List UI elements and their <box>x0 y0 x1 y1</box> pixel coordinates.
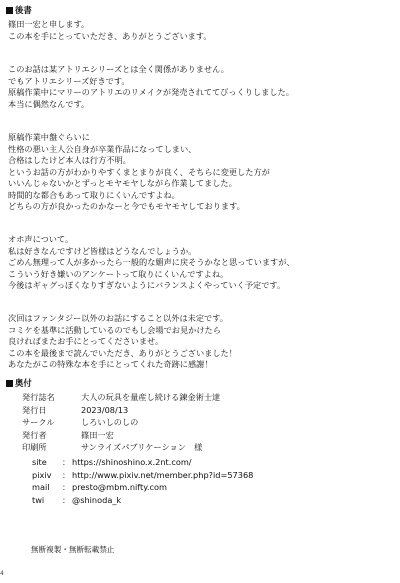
text-line: あなたがこの特殊な本を手にとってくれた奇跡に感謝！ <box>8 359 213 370</box>
text-line: この本を手にとっていただき、ありがとうございます。 <box>8 30 212 41</box>
link-key: mail <box>32 482 50 493</box>
mail-link[interactable]: presto@mbm.nifty.com <box>72 482 168 493</box>
colophon-row <box>22 441 332 454</box>
colophon-row <box>22 416 332 429</box>
colophon-value: 篠田一宏 <box>81 429 114 440</box>
colophon-key: 発行誌名 <box>22 392 55 402</box>
twitter-link[interactable]: @shinoda_k <box>72 494 122 505</box>
link-row <box>32 456 362 469</box>
heading-square-icon <box>6 7 13 14</box>
afterword-paragraph-1 <box>8 19 396 42</box>
colophon-heading-text: 奥付 <box>15 378 32 388</box>
text-line: 時間的な都合もあって取りにくいんですよね。 <box>8 189 180 200</box>
colophon-key: サークル <box>22 417 55 427</box>
link-row <box>32 494 362 507</box>
colophon-row <box>22 404 332 417</box>
text-line: 今後はギャグっぽくなりすぎないようにバランスよくやっていく予定です。 <box>8 280 286 291</box>
text-line: 本当に偶然なんです。 <box>8 98 90 109</box>
colophon-key: 印刷所 <box>22 442 47 452</box>
afterword-paragraph-4 <box>8 234 396 292</box>
text-line: 次回はファンタジー以外のお話にすること以外は未定です。 <box>8 313 228 323</box>
colophon-row <box>22 391 332 404</box>
afterword-paragraph-3 <box>8 132 396 213</box>
link-row <box>32 481 362 494</box>
contact-links <box>32 456 362 506</box>
link-separator: ： <box>62 457 71 467</box>
link-key: site <box>32 457 47 467</box>
colophon-value: 大人の玩具を量産し続ける錬金術士達 <box>81 392 221 402</box>
site-link[interactable]: https://shinoshino.x.2nt.com/ <box>72 457 192 467</box>
text-line: 私は好きなんですけど皆様はどうなんでしょうか。 <box>8 245 197 256</box>
afterword-heading-text: 後書 <box>15 5 32 15</box>
text-line: 原稿作業中盤ぐらいに <box>8 132 90 142</box>
text-line: でもアトリエシリーズ好きです。 <box>8 75 130 86</box>
text-line: というお話の方がわかりやすくまとまりが良く、そちらに変更した方が <box>8 166 270 177</box>
colophon-value: サンライズパブリケーション 様 <box>81 442 203 452</box>
link-row <box>32 469 362 482</box>
text-line: 良ければまたお手にとってくださいませ。 <box>8 336 164 347</box>
colophon-table <box>22 391 332 454</box>
afterword-paragraph-5 <box>8 313 396 371</box>
colophon-value: しろいしのしの <box>81 417 139 427</box>
colophon-value: 2023/08/13 <box>81 404 129 415</box>
text-line: 篠田一宏と申します。 <box>8 19 90 29</box>
colophon-heading <box>6 378 32 389</box>
copyright-notice: 無断複製・無断転載禁止 <box>31 545 115 554</box>
link-separator: ： <box>62 482 71 493</box>
text-line: コミケを基準に活動しているのでもし会場でお見かけたら <box>8 324 221 335</box>
pixiv-link[interactable]: http://www.pixiv.net/member.php?id=57368 <box>72 469 254 480</box>
afterword-paragraph-2 <box>8 64 396 110</box>
text-line: 合格はしたけど本人は行方不明。 <box>8 155 131 166</box>
text-line: こういう好き嫌いのアンケートって取りにくいんですよね。 <box>8 268 229 279</box>
text-line: いいんじゃないかとずっとモヤモヤしながら作業してました。 <box>8 178 237 189</box>
text-line: 性格の悪い主人公自身が卒業作品になってしまい、 <box>8 143 197 154</box>
link-separator: ： <box>62 469 71 480</box>
link-separator: ： <box>62 494 71 505</box>
text-line: どちらの方が良かったのかなーと今でもモヤモヤしております。 <box>8 201 245 212</box>
heading-square-icon <box>6 380 13 387</box>
colophon-key: 発行者 <box>22 429 47 440</box>
link-key: pixiv <box>32 469 52 480</box>
page-corner-mark: 4 <box>0 570 4 577</box>
text-line: 原稿作業中にマリーのアトリエのリメイクが発売されててびっくりしました。 <box>8 87 294 98</box>
afterword-heading <box>6 5 32 16</box>
text-line: ごめん無理って人が多かったら一般的な媚声に戻そうかなと思っていますが、 <box>8 257 295 268</box>
colophon-key: 発行日 <box>22 404 47 415</box>
text-line: オホ声について。 <box>8 234 74 244</box>
colophon-row <box>22 429 332 442</box>
link-key: twi <box>32 494 45 505</box>
text-line: このお話は某アトリエシリーズとは全く関係がありません。 <box>8 64 229 74</box>
text-line: この本を最後まで読んでいただき、ありがとうございました！ <box>8 347 237 358</box>
